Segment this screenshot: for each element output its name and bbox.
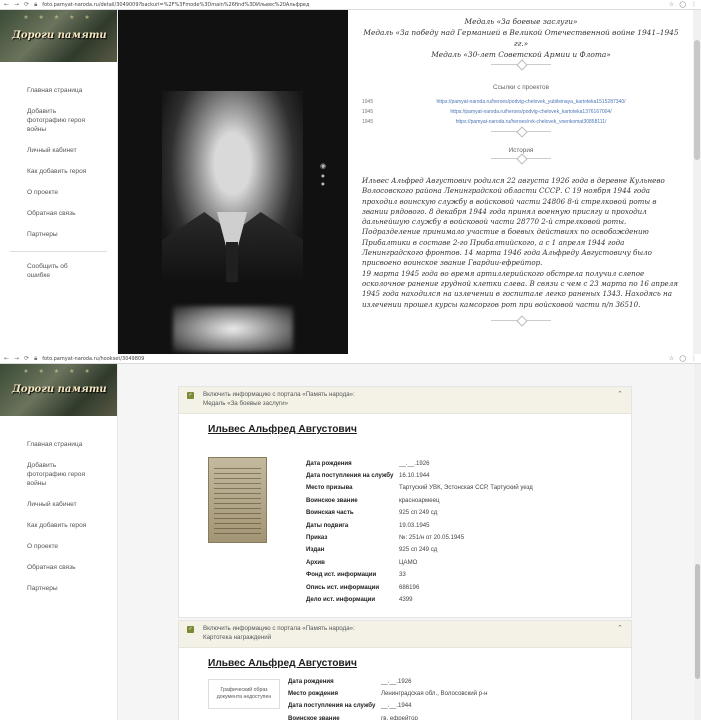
field-label: Даты подвига	[306, 521, 349, 529]
report-error-link[interactable]: Сообщить об ошибке	[27, 263, 68, 279]
hero-article	[362, 10, 680, 354]
field-label: Дата поступления на службу	[306, 472, 394, 480]
sidebar-item-partners[interactable]: Партнеры	[27, 585, 58, 592]
sidebar-item-about[interactable]: О проекте	[27, 189, 59, 196]
star-icon[interactable]: ☆	[668, 355, 675, 362]
info-card-medal	[178, 386, 632, 618]
card-header-title: Включить информацию с портала «Память народа»:	[203, 391, 355, 398]
sidebar-item-about[interactable]: О проекте	[27, 543, 59, 550]
card-header[interactable]	[179, 621, 631, 648]
field-value: ЦАМО	[399, 558, 418, 566]
link-row: 1945 https://pamyat-naroda.ru/heroes/podvig-chelovek_kartoteka1376167004/	[362, 107, 680, 117]
field-value: 4399	[399, 595, 413, 603]
field-value: __.__.1926	[381, 677, 412, 685]
field-value: гв. ефрейтор	[381, 714, 418, 720]
project-link[interactable]: https://pamyat-naroda.ru/heroes/rvk-chelovek_voenkomat30858111/	[455, 119, 607, 125]
award-fields	[306, 457, 533, 606]
no-image-placeholder: Графический образ документа недоступен	[208, 679, 280, 709]
field-label: Приказ	[306, 534, 328, 542]
reload-icon[interactable]: ⟳	[24, 355, 30, 362]
field-value: Ленинградская обл., Волосовский р-н	[381, 690, 488, 698]
field-label: Опись ист. информации	[306, 583, 380, 591]
sidebar-item-feedback[interactable]: Обратная связь	[27, 210, 76, 217]
pager-dot-icon[interactable]: ●	[321, 181, 325, 186]
include-checkbox[interactable]: ✓	[188, 626, 193, 632]
pager-dot-active-icon[interactable]: ◉	[320, 162, 327, 170]
field-label: Дело ист. информации	[306, 595, 376, 603]
photo-viewer	[118, 10, 348, 354]
project-link[interactable]: https://pamyat-naroda.ru/heroes/podvig-chelovek_yubileinaya_kartoteka1515287340/	[436, 99, 626, 105]
field-label: Место призыва	[306, 484, 353, 492]
field-label: Архив	[306, 558, 325, 566]
field-row	[306, 482, 533, 494]
field-value: красноармеец	[399, 496, 440, 504]
field-value: Тартуский УВК, Эстонская ССР, Тартуский уезд	[399, 484, 533, 492]
project-link[interactable]: https://pamyat-naroda.ru/heroes/podvig-chelovek_kartoteka1376167004/	[450, 109, 612, 115]
info-card-awards	[178, 620, 632, 720]
field-label: Фонд ист. информации	[306, 571, 377, 579]
ornament-divider	[491, 64, 551, 72]
field-row	[288, 700, 488, 712]
menu-icon[interactable]: ⋮	[691, 355, 697, 362]
sidebar-item-home[interactable]: Главная страница	[27, 87, 83, 94]
include-checkbox[interactable]: ✓	[188, 392, 193, 398]
field-value: 686196	[399, 583, 420, 591]
field-label: Воинская часть	[306, 509, 354, 517]
award-document-image[interactable]	[208, 457, 267, 543]
forward-icon[interactable]: →	[14, 1, 20, 8]
screenshot-top	[0, 0, 701, 354]
forward-icon[interactable]: →	[14, 355, 20, 362]
sidebar-item-how-to-add[interactable]: Как добавить героя	[27, 522, 87, 529]
scrollbar[interactable]	[693, 10, 701, 354]
history-text	[362, 176, 680, 310]
sidebar-item-account[interactable]: Личный кабинет	[27, 501, 77, 508]
back-icon[interactable]: ←	[4, 1, 10, 8]
sidebar-item-add-photo[interactable]: Добавить фотографию героя войны	[27, 462, 86, 487]
ornament-divider	[491, 131, 551, 139]
project-links	[362, 97, 680, 127]
sidebar-item-home[interactable]: Главная страница	[27, 441, 83, 448]
field-value: 925 сп 249 сд	[399, 546, 438, 554]
back-icon[interactable]: ←	[4, 355, 10, 362]
screenshot-bottom	[0, 354, 701, 720]
site-logo[interactable]: ★ ★ ★ ★ ★ Дороги памяти	[0, 364, 117, 416]
card-header-subtitle: Медаль «За боевые заслуги»	[203, 399, 289, 407]
photo-pager[interactable]	[320, 162, 326, 186]
hero-name-link[interactable]: Ильвес Альфред Августович	[208, 424, 357, 435]
sidebar	[0, 10, 118, 354]
sidebar-menu	[0, 62, 117, 280]
field-row	[306, 544, 533, 556]
menu-icon[interactable]: ⋮	[691, 1, 697, 8]
card-header-title: Включить информацию с портала «Память народа»:	[203, 625, 355, 632]
sidebar	[0, 364, 118, 720]
site-logo[interactable]: ★ ★ ★ ★ ★ Дороги памяти	[0, 10, 117, 62]
browser-toolbar	[0, 0, 701, 10]
sidebar-item-add-photo[interactable]: Добавить фотографию героя войны	[27, 108, 86, 133]
field-row	[288, 712, 488, 720]
divider	[10, 251, 107, 252]
chevron-up-icon[interactable]: ⌃	[617, 625, 623, 632]
profile-icon[interactable]: ◯	[679, 355, 686, 362]
field-label: Дата рождения	[288, 677, 334, 685]
field-label: Дата поступления на службу	[288, 702, 376, 710]
browser-toolbar	[0, 354, 701, 364]
main-content	[118, 364, 701, 720]
history-section-title: История	[508, 147, 534, 154]
field-row	[306, 507, 533, 519]
field-row	[306, 569, 533, 581]
photo-thumbnail[interactable]	[173, 306, 293, 352]
sidebar-item-how-to-add[interactable]: Как добавить героя	[27, 168, 87, 175]
field-row	[306, 556, 533, 568]
field-row	[288, 675, 488, 687]
sidebar-item-feedback[interactable]: Обратная связь	[27, 564, 76, 571]
medals-list	[362, 16, 680, 60]
star-icon[interactable]: ☆	[668, 1, 675, 8]
field-value: __.__.1926	[399, 459, 430, 467]
medal-item: Медаль «За победу над Германией в Великой Отечественной войне 1941–1945 гг.»	[363, 28, 679, 48]
medal-item: Медаль «30-лет Советской Армии и Флота»	[431, 50, 611, 59]
award-fields-2	[288, 675, 488, 720]
scrollbar[interactable]	[694, 364, 701, 720]
reload-icon[interactable]: ⟳	[24, 1, 30, 8]
hero-portrait-photo[interactable]	[162, 91, 303, 282]
pager-dot-icon[interactable]: ●	[321, 173, 325, 178]
chevron-up-icon[interactable]: ⌃	[617, 391, 623, 398]
field-row	[306, 457, 533, 469]
sidebar-item-account[interactable]: Личный кабинет	[27, 147, 77, 154]
field-value: __.__.1944	[381, 702, 412, 710]
field-row	[306, 593, 533, 605]
field-value: 33	[399, 571, 406, 579]
links-section-title: Ссылки с проектов	[492, 84, 550, 91]
card-header-subtitle: Картотека награждений	[203, 633, 272, 641]
field-value: №: 251/н от 20.05.1945	[399, 534, 465, 542]
field-label: Воинское звание	[306, 496, 358, 504]
profile-icon[interactable]: ◯	[679, 1, 686, 8]
field-label: Издан	[306, 546, 325, 554]
hero-name-link[interactable]: Ильвес Альфред Августович	[208, 658, 357, 669]
medal-item: Медаль «За боевые заслуги»	[464, 17, 578, 26]
field-row	[306, 519, 533, 531]
link-row: 1945 https://pamyat-naroda.ru/heroes/rvk-chelovek_voenkomat30858111/	[362, 117, 680, 127]
field-row	[306, 469, 533, 481]
field-value: 925 сп 249 сд	[399, 509, 438, 517]
address-bar[interactable]: foto.pamyat-naroda.ru/hookset/3049809	[42, 355, 145, 362]
ornament-divider	[491, 158, 551, 166]
lock-icon: 🔒︎	[34, 354, 38, 362]
card-header[interactable]	[179, 387, 631, 414]
field-label: Место рождения	[288, 690, 339, 698]
field-label: Воинское звание	[288, 714, 340, 720]
address-bar[interactable]: foto.pamyat-naroda.ru/detail/3049009?backurl=%2F%3Fmode%3Dmain%26find%3DИльвес%20Альфред	[42, 1, 310, 8]
field-label: Дата рождения	[306, 459, 352, 467]
field-row	[306, 531, 533, 543]
sidebar-menu	[0, 416, 117, 593]
field-value: 19.03.1945	[399, 521, 430, 529]
field-row	[306, 581, 533, 593]
ornament-divider	[491, 320, 551, 328]
lock-icon: 🔒︎	[34, 0, 38, 8]
history-paragraph: 19 марта 1945 года во время артиллерийского обстрела получил слепое осколочное ранение грудной клетки слева. В связи с чем с 23 марта по 16 апреля 1945 года находился на излечении в госпитале легко раненых 1343. Находясь на излечении прошел курсы камсоргов рот при войсковой части п/п 36510.	[362, 268, 678, 309]
history-paragraph: Ильвес Альфред Августович родился 22 августа 1926 года в деревне Кульнево Волосовского района Ленинградской области СССР. С 19 ноября 1944 года проходил воинскую службу в войсковой части 24806 8-й стрелковой роты в звании рядового. 8 декабря 1944 года принял военную присягу и проходил дальнейшую службу в войсковой части 28770 2-й стрелковой роты. Подразделение принимало участие в боевых действиях по освобождению Прибалтики в составе 2-го Прибалтийского, а с 1 апреля 1944 года Ленинградского фронтов. 14 марта 1946 года Альфреду Августовичу было присвоено воинское звание Гвардии-ефрейтор.	[362, 176, 665, 268]
sidebar-item-partners[interactable]: Партнеры	[27, 231, 58, 238]
field-row	[306, 494, 533, 506]
link-row: 1945 https://pamyat-naroda.ru/heroes/podvig-chelovek_yubileinaya_kartoteka1515287340/	[362, 97, 680, 107]
field-value: 16.10.1944	[399, 472, 430, 480]
field-row	[288, 687, 488, 699]
